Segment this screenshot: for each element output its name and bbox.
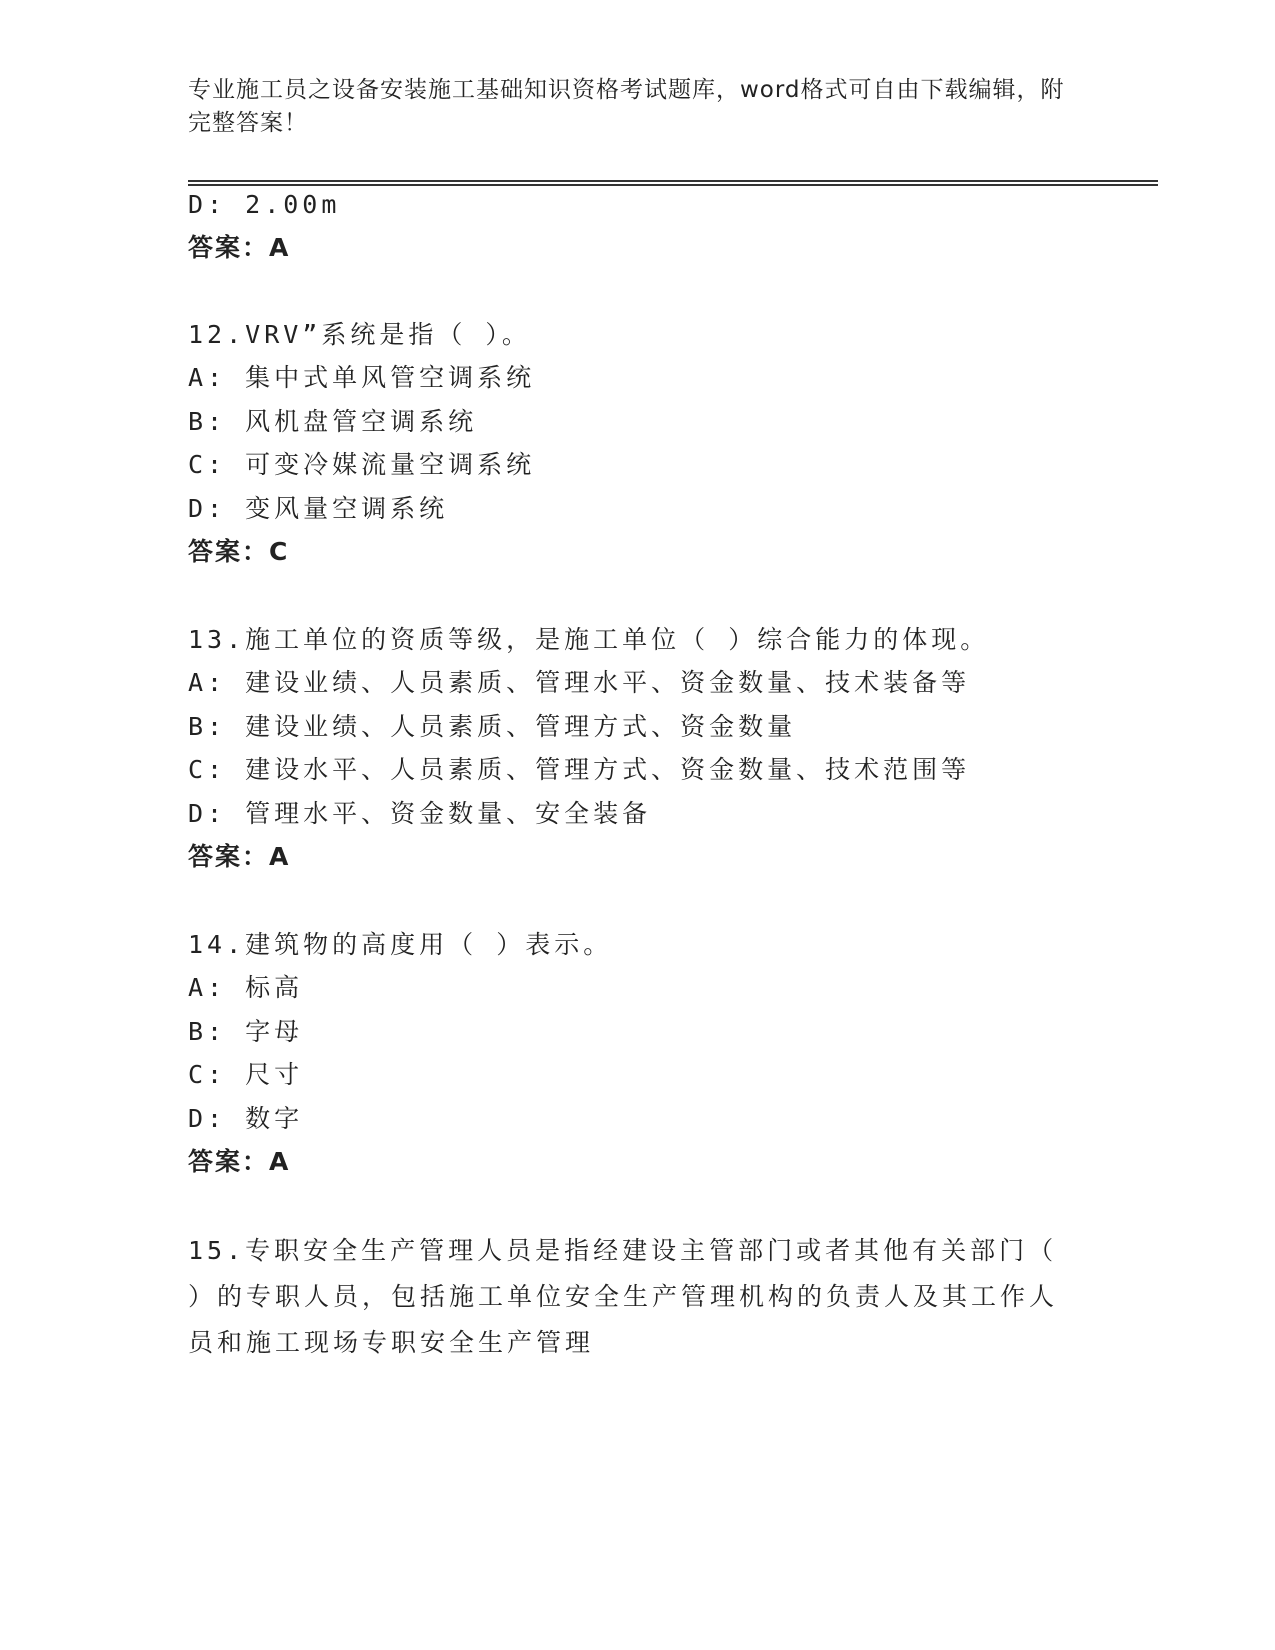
q13-option-d: D: 管理水平、资金数量、安全装备	[188, 799, 652, 828]
q14-option-a: A: 标高	[188, 973, 304, 1002]
q14-answer: 答案：A	[188, 1147, 291, 1176]
q14-option-b: B: 字母	[188, 1017, 304, 1046]
q15-stem: 15.专职安全生产管理人员是指经建设主管部门或者其他有关部门（ ）的专职人员，包括施工单位安全生产管理机构的负责人及其工作人员和施工现场专职安全生产管理	[188, 1236, 1059, 1357]
document-header: 专业施工员之设备安装施工基础知识资格考试题库，word格式可自由下载编辑，附完整答案！	[188, 77, 1065, 136]
q12-option-b: B: 风机盘管空调系统	[188, 407, 478, 436]
q12-option-c: C: 可变冷媒流量空调系统	[188, 450, 536, 479]
q13-answer: 答案：A	[188, 842, 291, 871]
q12-option-d: D: 变风量空调系统	[188, 494, 449, 523]
header-divider-top	[188, 180, 1158, 182]
q13-option-a: A: 建设业绩、人员素质、管理水平、资金数量、技术装备等	[188, 668, 971, 697]
q12-answer: 答案：C	[188, 537, 290, 566]
q12-stem: 12.VRV”系统是指（ ）。	[188, 320, 531, 349]
q14-stem: 14.建筑物的高度用（ ）表示。	[188, 930, 613, 959]
q13-option-b: B: 建设业绩、人员素质、管理方式、资金数量	[188, 712, 797, 741]
q13-stem: 13.施工单位的资质等级，是施工单位（ ）综合能力的体现。	[188, 625, 990, 654]
q13-option-c: C: 建设水平、人员素质、管理方式、资金数量、技术范围等	[188, 755, 971, 784]
q14-option-c: C: 尺寸	[188, 1060, 304, 1089]
header-divider-bottom	[188, 184, 1158, 186]
q12-option-a: A: 集中式单风管空调系统	[188, 363, 536, 392]
q11-option-d: D: 2.00m	[188, 190, 341, 219]
q14-option-d: D: 数字	[188, 1104, 304, 1133]
q11-answer: 答案：A	[188, 233, 291, 262]
